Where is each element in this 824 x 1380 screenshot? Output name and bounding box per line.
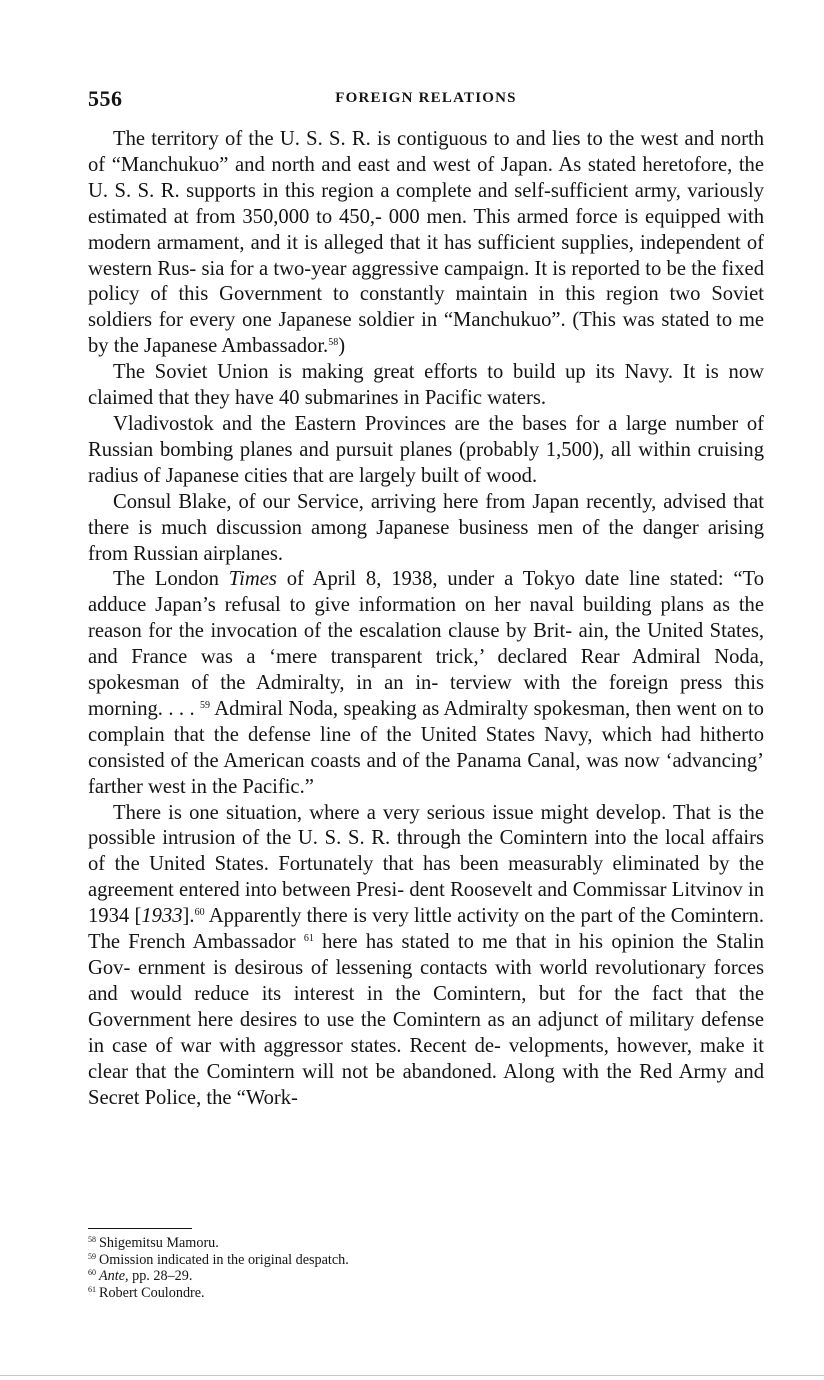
page-header [88,86,764,114]
paragraph: Vladivostok and the Eastern Provinces are the bases for a large number of Russian bombing planes and pursuit planes (probably 1,500), all within cruising radius of Japanese cities that are largely built of wood. [88,412,764,487]
footnote-ref: 58 [328,337,339,349]
corrected-year: 1933 [141,905,183,928]
body-text [88,127,764,1111]
paragraph: The Soviet Union is making great efforts to build up its Navy. It is now claimed that they have 40 submarines in Pacific waters. [88,361,764,410]
footnote: $^{60}$ Ante, pp. 28–29. [88,1268,193,1284]
paragraph: Consul Blake, of our Service, arriving here from Japan recently, advised that there is much discussion among Japanese business men of the danger arising from Russian airplanes. [88,490,764,565]
newspaper-title: Times [228,568,277,591]
paragraph: The territory of the U. S. S. R. is contiguous to and lies to the west and north of “Manchukuo” and north and east and west of Japan. As stated heretofore, the U. S. S. R. supports in this region a complete and self-sufficient army, variously estimated at from 350,000 to 450,- 000 men. This armed force is equipped with modern armament, and it is alleged that it has sufficient supplies, independent of western Rus- sia for a two-year aggressive campaign. It is reported to be the fixed policy of this Government to constantly maintain in this region two Soviet soldiers for every one Japanese soldier in “Manchukuo”. (This was stated to me by the Japanese Ambassador.$^{58}$) [88,128,764,358]
footnote-ref: 60 [194,907,205,919]
footnotes [88,1235,764,1301]
footnote-ref: 59 [200,699,211,711]
paragraph: The London Times of April 8, 1938, under a Tokyo date line stated: “To adduce Japan’s refusal to give information on her naval building plans as the reason for the invocation of the escalation clause by Brit- ain, the United States, and France was a ‘mere transparent trick,’ declared Rear Admiral Noda, spokesman of the Admiralty, in an in- terview with the foreign press this morning. . . . $^{59}$ Admiral Noda, speaking as Admiralty spokesman, then went on to complain that the defense line of the United States Navy, which had hitherto consisted of the American coasts and of the Panama Canal, was now ‘advancing’ farther west in the Pacific.” [88,568,764,798]
footnote-ref: 61 [303,933,314,945]
running-head: FOREIGN RELATIONS [335,90,517,106]
paragraph: There is one situation, where a very serious issue might develop. That is the possible intrusion of the U. S. S. R. through the Comintern into the local affairs of the United States. Fortunately that has been measurably eliminated by the agreement entered into between Presi- dent Roosevelt and Commissar Litvinov in 1934 [1933].$^{60}$ Apparently there is very little activity on the part of the Comintern. The French Ambassador $^{61}$ here has stated to me that in his opinion the Stalin Gov- ernment is desirous of lessening contacts with world revolutionary forces and would reduce its interest in the Comintern, but for the fact that the Government here desires to use the Comintern as an adjunct of military defense in case of war with aggressor states. Recent de- velopments, however, make it clear that the Comintern will not be abandoned. Along with the Red Army and Secret Police, the “Work- [88,801,765,1109]
footnote: $^{59}$ Omission indicated in the original despatch. [88,1251,349,1268]
footnote: $^{58}$ Shigemitsu Mamoru. [88,1235,219,1251]
footnote-separator [88,1228,192,1229]
footnote: $^{61}$ Robert Coulondre. [88,1284,205,1301]
page-number: 556 [88,86,123,111]
scan-edge [0,1375,824,1376]
